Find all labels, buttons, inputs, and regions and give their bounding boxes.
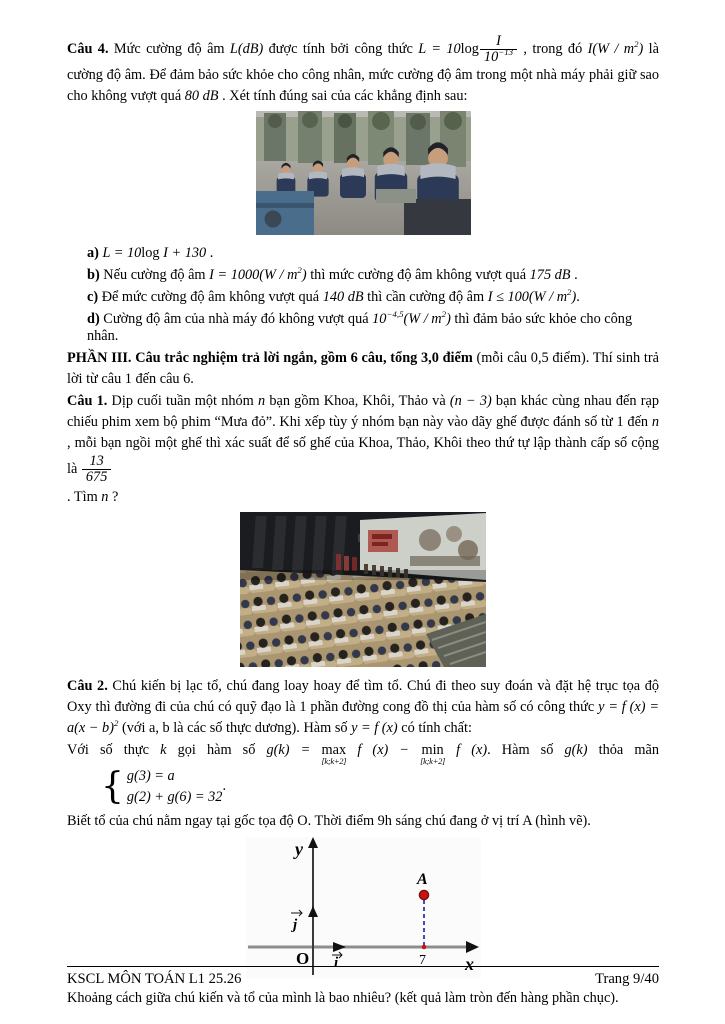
part3-header bbox=[67, 348, 659, 390]
operator-subscript: [k;k+2] bbox=[321, 756, 347, 767]
text-run: . bbox=[570, 266, 578, 283]
text-run: được tính bởi công thức bbox=[263, 40, 419, 57]
math-run: I(W / m bbox=[587, 40, 635, 57]
point-A-projection bbox=[421, 945, 426, 950]
text-run: thì mức cường độ âm không vượt quá bbox=[306, 266, 530, 283]
text-run: thỏa mãn bbox=[587, 742, 659, 759]
math-close: ) bbox=[571, 288, 577, 305]
row-shadow bbox=[240, 570, 486, 580]
question-4-paragraph bbox=[67, 34, 659, 107]
text-run: . bbox=[206, 244, 214, 261]
math-exponent: 2 bbox=[567, 286, 572, 297]
math-base: (W / m bbox=[403, 310, 442, 327]
text-run: Với số thực bbox=[67, 742, 161, 759]
point-A-label: A bbox=[416, 871, 428, 889]
math-exponent: 2 bbox=[297, 264, 302, 275]
text-run: Khoảng cách giữa chú kiến và tổ của mình là bao nhiêu? (kết quả làm tròn đến hàng phần chục). bbox=[67, 990, 619, 1007]
j-vector-hat bbox=[291, 910, 302, 916]
math-run: L = 10 bbox=[102, 244, 142, 261]
question-2-note bbox=[67, 811, 659, 832]
fraction-numerator: I bbox=[480, 34, 517, 50]
watermark-circle bbox=[264, 210, 281, 227]
footer-left: KSCL MÔN TOÁN L1 25.26 bbox=[67, 971, 242, 987]
dark-machine bbox=[404, 199, 471, 235]
coordinate-graph-row bbox=[67, 837, 659, 984]
question-2-final bbox=[67, 988, 659, 1009]
question-2-label: Câu 2. bbox=[67, 677, 108, 694]
text-run: thì đảm bảo sức khỏe cho công nhân. bbox=[87, 310, 633, 344]
math-run: I + 130 bbox=[159, 244, 207, 261]
page-footer bbox=[67, 966, 659, 988]
equation-system bbox=[101, 766, 222, 807]
log-operator: log bbox=[460, 40, 479, 57]
denominator-exponent: −13 bbox=[498, 47, 514, 58]
math-base: 10 bbox=[372, 310, 387, 327]
log-operator: log bbox=[141, 244, 160, 261]
coordinate-graph bbox=[246, 837, 481, 979]
math-base: I ≤ 100(W / m bbox=[487, 288, 568, 305]
math-run bbox=[487, 286, 577, 305]
factory-photo-illustration bbox=[256, 111, 471, 235]
y-axis-arrow bbox=[308, 837, 318, 848]
math-close: ) bbox=[446, 310, 451, 327]
factory-photo-row bbox=[67, 111, 659, 240]
factory-photo bbox=[256, 111, 471, 235]
math-n: n bbox=[651, 414, 659, 431]
cinema-photo bbox=[240, 512, 486, 667]
text-run: . Tìm bbox=[67, 489, 102, 506]
text-run: gọi hàm số bbox=[166, 742, 267, 759]
text-run: Để mức cường độ âm không vượt quá bbox=[101, 288, 323, 305]
max-operator bbox=[321, 743, 346, 766]
text-run: Biết tổ của chú nằm ngay tại gốc tọa độ O. Thời điểm 9h sáng chú đang ở vị trí A (hình vẽ). bbox=[67, 812, 591, 829]
math-k: k bbox=[160, 742, 167, 759]
math-run: 140 dB bbox=[322, 288, 364, 305]
part3-bold: PHẦN III. Câu trắc nghiệm trả lời ngắn, gồm 6 câu, tổng 3,0 điểm bbox=[67, 349, 473, 366]
math-LdB: L(dB) bbox=[229, 40, 264, 57]
math-run bbox=[209, 264, 307, 283]
statement-b-label: b) bbox=[87, 266, 100, 283]
y-axis-label: y bbox=[294, 839, 303, 860]
text-run: có tính chất: bbox=[397, 719, 472, 736]
system-brace: { bbox=[101, 765, 124, 807]
j-vector-arrow bbox=[308, 906, 318, 917]
math-I-unit bbox=[588, 41, 644, 57]
fraction-I-over-10 bbox=[479, 34, 518, 65]
math-run: f (x) − bbox=[346, 742, 421, 759]
min-operator bbox=[420, 743, 445, 766]
text-run: ? bbox=[108, 489, 119, 506]
fraction-denominator bbox=[480, 47, 517, 65]
statement-a-label: a) bbox=[87, 244, 99, 261]
operator-name: min bbox=[421, 741, 444, 758]
machine-detail bbox=[256, 203, 314, 208]
system-row-1: g(3) = a bbox=[126, 768, 175, 785]
statement-c-label: c) bbox=[87, 288, 99, 305]
math-close: ) bbox=[301, 266, 307, 283]
math-n: n bbox=[257, 393, 266, 410]
fraction-numerator: 13 bbox=[82, 454, 111, 470]
denominator-base: 10 bbox=[483, 49, 499, 65]
math-exponent: 2 bbox=[441, 308, 447, 319]
text-run: bạn gồm Khoa, Khôi, Thảo và bbox=[265, 393, 450, 410]
math-n-minus-3: (n − 3) bbox=[449, 393, 492, 410]
text-run: . Xét tính đúng sai của các khẳng định sau: bbox=[218, 87, 468, 104]
math-exponent: 2 bbox=[634, 39, 639, 50]
machine-table bbox=[376, 189, 416, 203]
math-run bbox=[372, 308, 451, 327]
math-run: ) bbox=[638, 40, 644, 57]
math-exponent: −4,5 bbox=[386, 308, 404, 319]
system-rows bbox=[127, 766, 223, 807]
text-run: Chú kiến bị lạc tổ, chú đang loay hoay để tìm tổ. Chú đi theo suy đoán và đặt hệ trục tọa độ Oxy thì đường đi của chú có quỹ đạo là 1 phần đường cong đồ thị của hàm số có công thức bbox=[67, 677, 659, 715]
text-run: (mỗi câu 0,5 điểm). Thí sinh trả lời từ câu 1 đến câu 6. bbox=[67, 349, 659, 387]
j-vector-label: j bbox=[292, 917, 297, 934]
page-content bbox=[67, 34, 659, 1011]
cinema-photo-illustration bbox=[240, 512, 486, 667]
text-run: Nếu cường độ âm bbox=[103, 266, 210, 283]
math-base: y = f (x) = a(x − b) bbox=[67, 698, 659, 736]
question-2-paragraph bbox=[67, 676, 659, 739]
text-run: , trong đó bbox=[518, 40, 588, 57]
math-n: n bbox=[101, 489, 109, 506]
cinema-photo-row bbox=[67, 512, 659, 672]
footer-page-number: Trang 9/40 bbox=[595, 971, 659, 987]
text-run: là cường độ âm. Để đảm bảo sức khỏe cho công nhân, mức cường độ âm trong một nhà máy phải giữ sao cho không vượt quá bbox=[67, 40, 659, 104]
math-run: f (x) bbox=[445, 742, 488, 759]
statement-a bbox=[87, 245, 659, 262]
text-run: Mức cường độ âm bbox=[108, 40, 230, 57]
math-gk-def: g(k) = bbox=[266, 742, 322, 759]
text-run: . bbox=[576, 288, 580, 305]
origin-label: O bbox=[295, 949, 309, 969]
point-A bbox=[419, 891, 428, 900]
math-run: 175 dB bbox=[529, 266, 571, 283]
math-exponent: 2 bbox=[113, 717, 119, 728]
text-run: Dịp cuối tuần một nhóm bbox=[107, 393, 258, 410]
i-vector-label: i bbox=[333, 955, 338, 972]
text-run: . Hàm số bbox=[487, 742, 565, 759]
text-run: (với a, b là các số thực dương). Hàm số bbox=[118, 719, 352, 736]
text-run: . bbox=[222, 778, 227, 795]
statement-b bbox=[87, 264, 659, 284]
question-4-label: Câu 4. bbox=[67, 40, 109, 57]
system-row-2: g(2) + g(6) = 32 bbox=[126, 788, 223, 805]
tick-7-label: 7 bbox=[418, 953, 426, 969]
text-run: , mỗi bạn ngồi một ghế thì xác suất để số ghế của Khoa, Thảo, Khôi theo thứ tự lập thành cấp số cộng là bbox=[67, 435, 659, 477]
question-2-gk-line bbox=[67, 740, 659, 807]
x-axis-label: x bbox=[464, 954, 474, 975]
text-run: Cường độ âm của nhà máy đó không vượt quá bbox=[103, 310, 373, 327]
i-vector-arrow bbox=[333, 942, 346, 952]
formula-lhs: L = 10 bbox=[418, 40, 461, 57]
text-run: bạn khác cùng nhau đến rạp chiếu phim xem bộ phim “Mưa đỏ”. Khi xếp tùy ý nhóm bạn này vào dãy ghế được đánh số từ 1 đến bbox=[67, 393, 659, 431]
blue-machine bbox=[256, 191, 314, 235]
math-base: I = 1000(W / m bbox=[209, 266, 298, 283]
statement-d bbox=[87, 308, 659, 345]
coordinate-graph-illustration bbox=[246, 837, 481, 979]
math-80dB: 80 dB bbox=[184, 87, 219, 104]
math-gk: g(k) bbox=[564, 742, 588, 759]
operator-name: max bbox=[321, 741, 347, 758]
text-run: thì cần cường độ âm bbox=[363, 288, 488, 305]
x-axis-arrow bbox=[466, 941, 479, 953]
operator-subscript: [k;k+2] bbox=[420, 756, 446, 767]
math-fx: y = f (x) bbox=[351, 719, 398, 736]
statement-d-label: d) bbox=[87, 310, 100, 327]
statement-c bbox=[87, 286, 659, 306]
question-1-paragraph bbox=[67, 391, 659, 485]
fraction-13-675 bbox=[81, 454, 112, 485]
question-1-label: Câu 1. bbox=[67, 393, 108, 410]
fraction-denominator: 675 bbox=[85, 469, 108, 486]
question-1-find-n bbox=[67, 487, 659, 508]
